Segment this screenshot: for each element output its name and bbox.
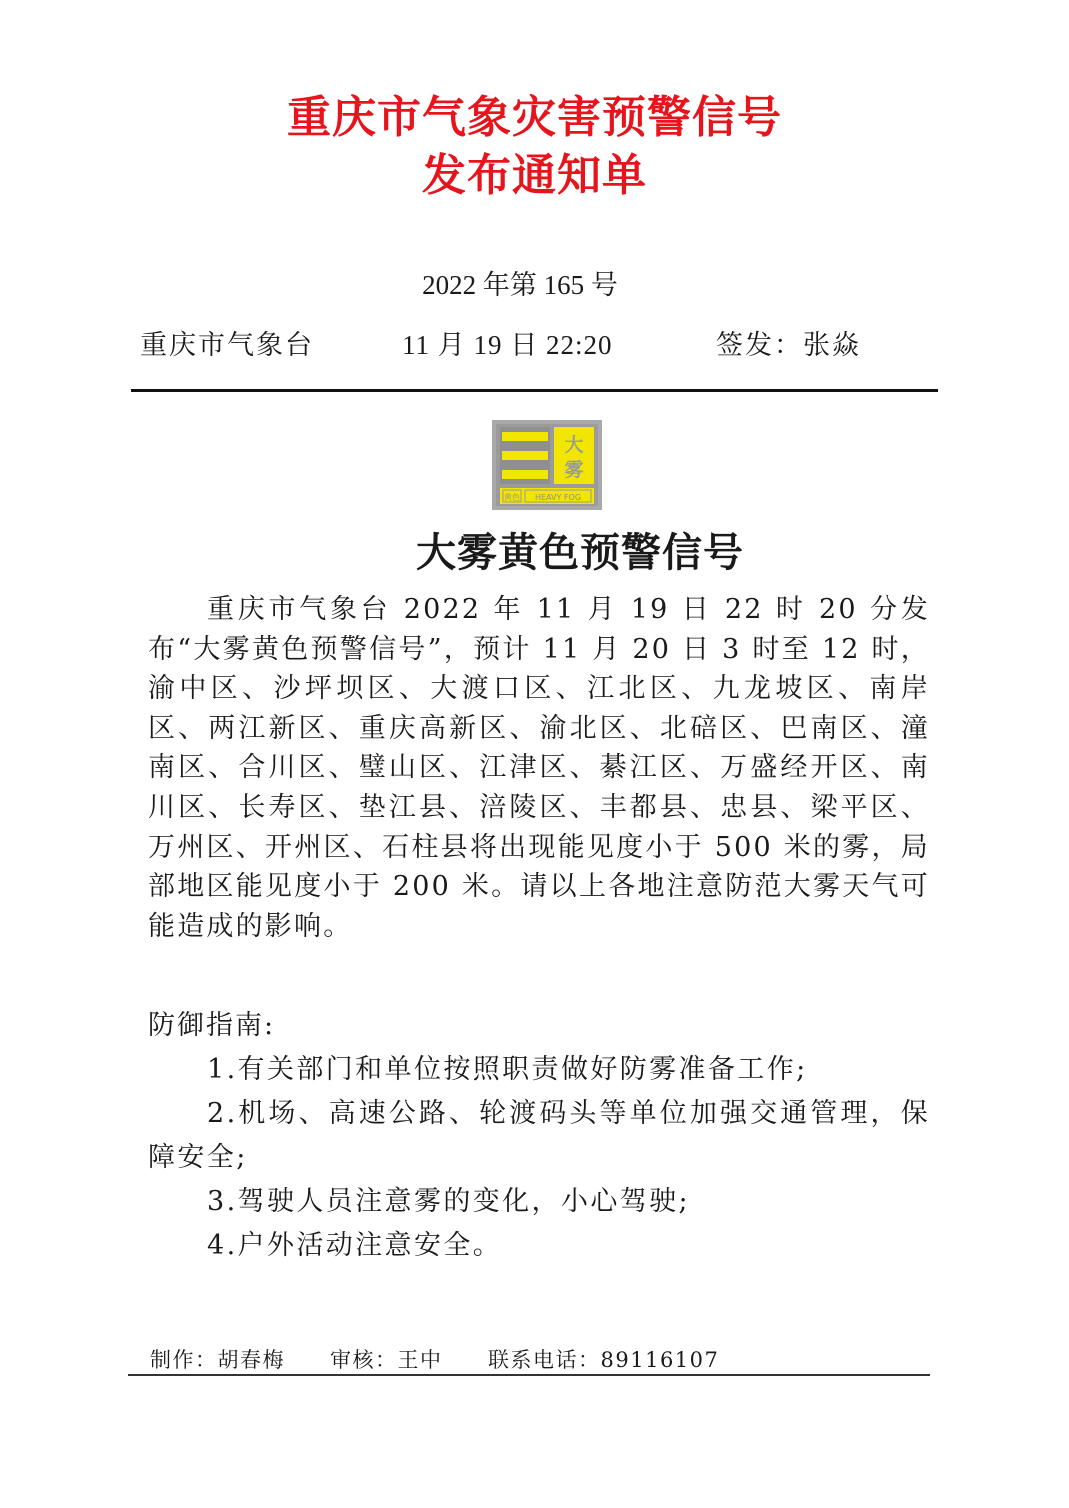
issue-number: 2022 年第 165 号 (422, 270, 618, 300)
document-title-line-2: 发布通知单 (422, 150, 647, 201)
svg-text:黄色: 黄色 (504, 493, 520, 502)
issue-signer: 签发：张焱 (716, 330, 861, 361)
footer-phone: 联系电话：89116107 (488, 1348, 720, 1372)
defense-guide-heading: 防御指南: (148, 1010, 276, 1041)
guide-item: 2.机场、高速公路、轮渡码头等单位加强交通管理，保障安全; (148, 1098, 930, 1173)
document-title-line-1: 重庆市气象灾害预警信号 (287, 92, 782, 143)
svg-text:大: 大 (564, 434, 584, 456)
issuing-organization: 重庆市气象台 (140, 330, 314, 361)
guide-item: 4.户外活动注意安全。 (207, 1230, 503, 1261)
guide-item: 3.驾驶人员注意雾的变化，小心驾驶; (207, 1186, 691, 1217)
svg-text:HEAVY FOG: HEAVY FOG (534, 493, 582, 502)
defense-guide-list (148, 1048, 930, 1268)
warning-signal-title: 大雾黄色预警信号 (416, 529, 744, 576)
guide-item: 1.有关部门和单位按照职责做好防雾准备工作; (207, 1054, 808, 1085)
footer-reviewer: 审核：王中 (330, 1348, 443, 1372)
issue-datetime: 11 月 19 日 22:20 (402, 330, 613, 360)
warning-body-paragraph: 重庆市气象台 2022 年 11 月 19 日 22 时 20 分发布“大雾黄色预警信号”，预计 11 月 20 日 3 时至 12 时，渝中区、沙坪坝区、大渡口区、江北区、九龙坡区、南岸区、两江新区、重庆高新区、渝北区、北碚区、巴南区、潼南区、合川区、璧山区、江津区、綦江区、万盛经开区、南川区、长寿区、垫江县、涪陵区、丰都县、忠县、梁平区、万州区、开州区、石柱县将出现能见度小于 500 米的雾，局部地区能见度小于 200 米。请以上各地注意防范大雾天气可能造成的影响。 (148, 594, 930, 942)
svg-text:雾: 雾 (564, 459, 584, 481)
header-divider (131, 389, 938, 392)
heavy-fog-yellow-warning-icon (492, 420, 602, 510)
footer-divider (128, 1374, 930, 1376)
footer-producer: 制作：胡春梅 (150, 1348, 285, 1372)
